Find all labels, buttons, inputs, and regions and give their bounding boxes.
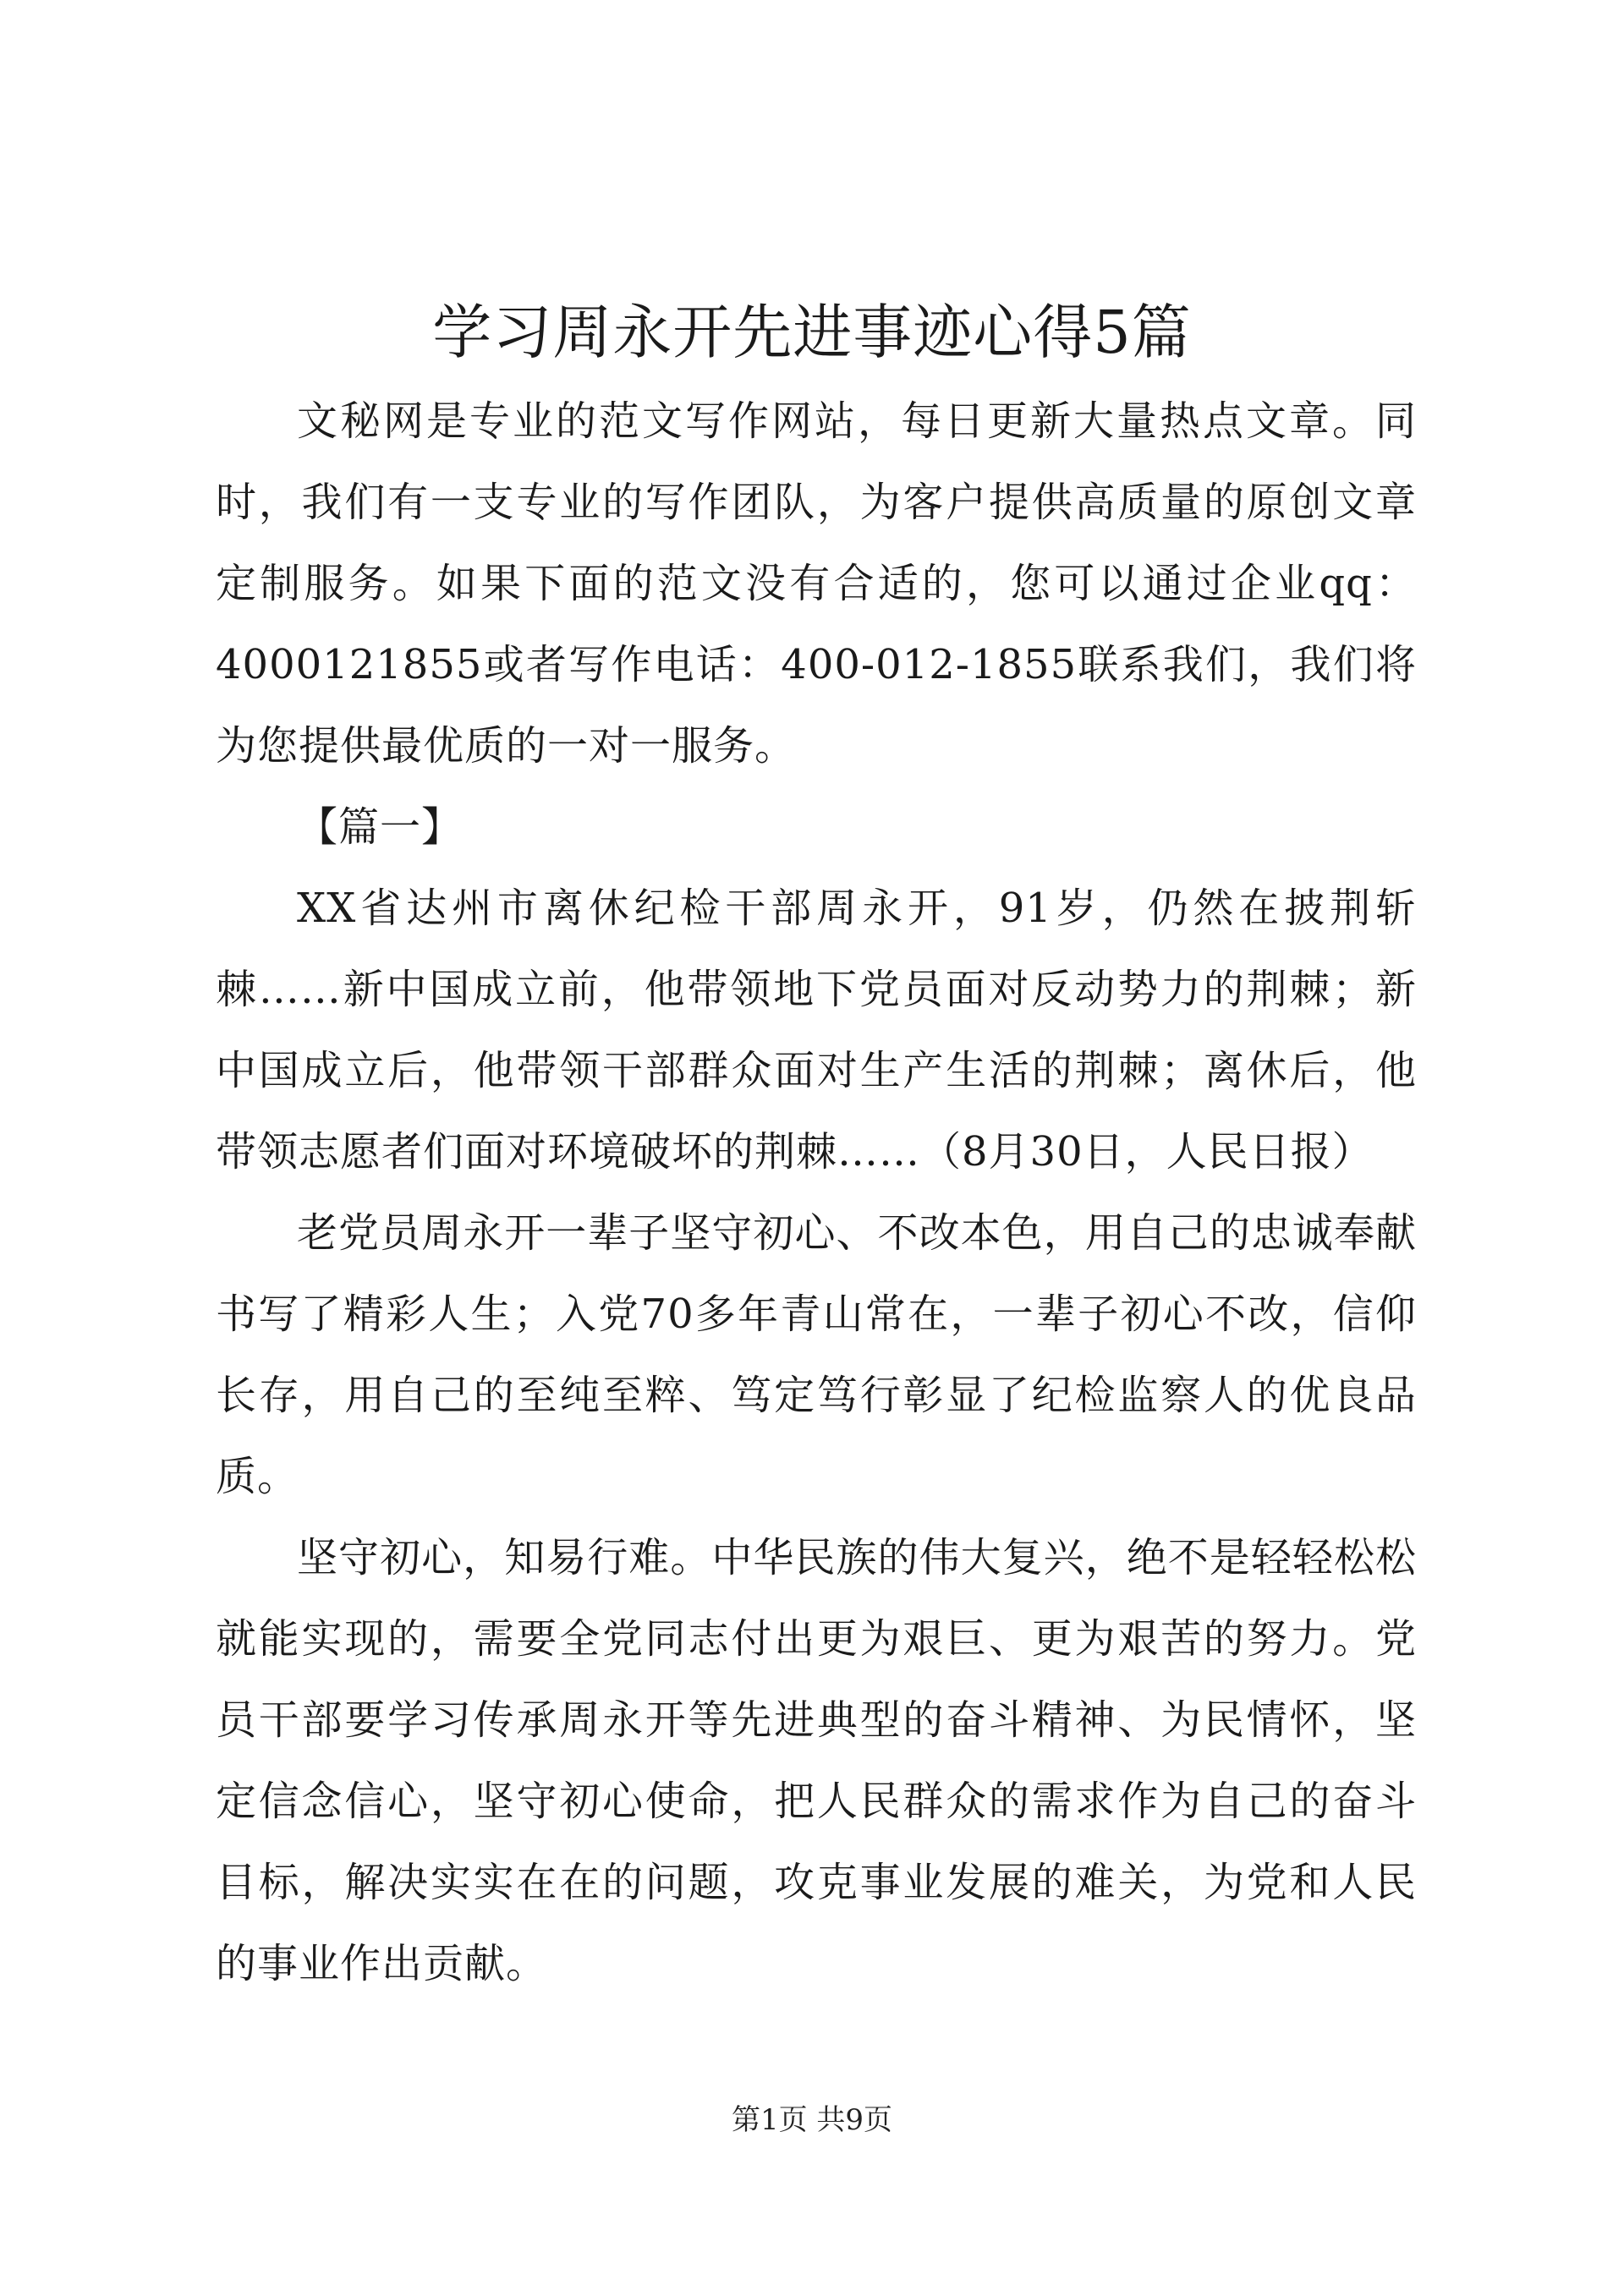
body-paragraph-3: 坚守初心，知易行难。中华民族的伟大复兴，绝不是轻轻松松就能实现的，需要全党同志付出更为艰巨、更为艰苦的努力。党员干部要学习传承周永开等先进典型的奋斗精神、为民情怀，坚定信念信心，坚守初心使命，把人民群众的需求作为自己的奋斗目标，解决实实在在的问题，攻克事业发展的难关，为党和人民的事业作出贡献。 <box>216 1534 1417 1987</box>
page-footer: 第1页 共9页 <box>731 2103 893 2137</box>
body-paragraph-1: XX省达州市离休纪检干部周永开，91岁，仍然在披荆斩棘……新中国成立前，他带领地下党员面对反动势力的荆棘；新中国成立后，他带领干部群众面对生产生活的荆棘；离休后，他带领志愿者们面对环境破坏的荆棘……（8月30日，人民日报） <box>216 885 1417 1175</box>
section-heading: 【篇一】 <box>297 803 464 851</box>
intro-paragraph: 文秘网是专业的范文写作网站，每日更新大量热点文章。同时，我们有一支专业的写作团队，为客户提供高质量的原创文章定制服务。如果下面的范文没有合适的，您可以通过企业qq：4000121855或者写作电话：400-012-1855联系我们，我们将为您提供最优质的一对一服务。 <box>216 397 1417 770</box>
document-title: 学习周永开先进事迹心得5篇 <box>432 298 1192 367</box>
body-paragraph-2: 老党员周永开一辈子坚守初心、不改本色，用自己的忠诚奉献书写了精彩人生；入党70多年青山常在，一辈子初心不改，信仰长存，用自己的至纯至粹、笃定笃行彰显了纪检监察人的优良品质。 <box>216 1209 1417 1500</box>
document-body <box>216 381 1417 2004</box>
